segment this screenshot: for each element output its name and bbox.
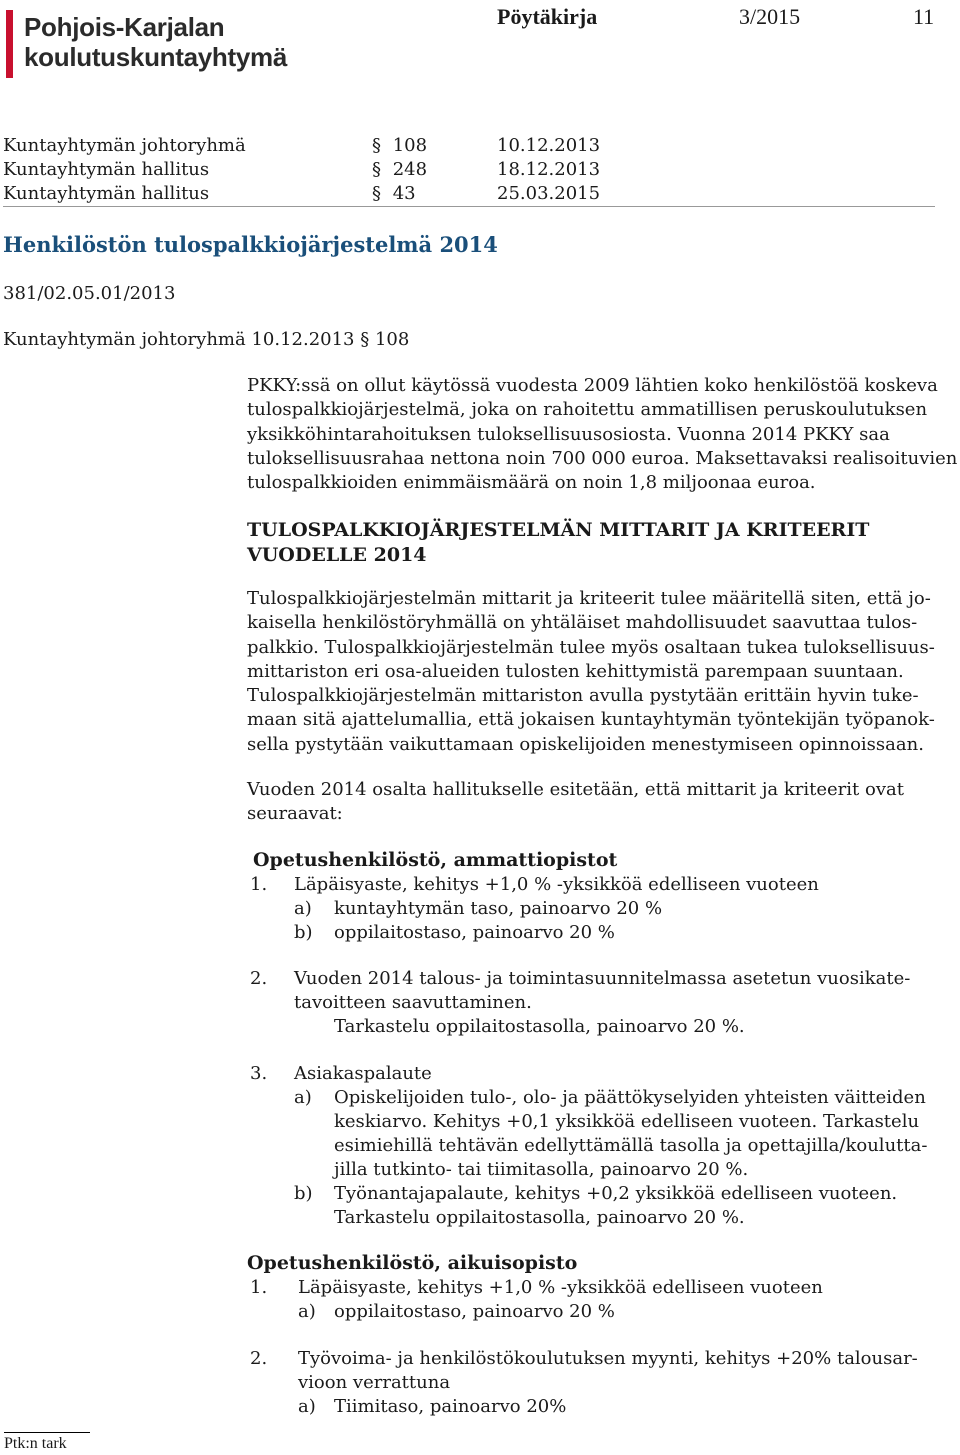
meeting-date: 25.03.2015 <box>497 183 601 204</box>
proposal-paragraph <box>247 778 957 827</box>
group-heading: Opetushenkilöstö, aikuisopisto <box>247 1252 578 1274</box>
list-item-text: Työvoima- ja henkilöstökoulutuksen myynti, kehitys +20% talousar- <box>298 1348 918 1369</box>
sub-item-text: oppilaitostaso, painoarvo 20 % <box>334 1301 615 1322</box>
criteria-heading <box>247 518 869 568</box>
paragraph-line: seuraavat: <box>247 803 343 825</box>
meeting-row <box>3 134 246 158</box>
list-number: 2. <box>250 968 268 989</box>
paragraph-line: Tulospalkkiojärjestelmän mittarit ja kriteerit tulee määritellä siten, että jo- <box>247 588 931 609</box>
paragraph-line: mittariston eri osa-alueiden tulosten kehittymistä parempaan suuntaan. <box>247 660 904 682</box>
meeting-reference: Kuntayhtymän johtoryhmä 10.12.2013 § 108 <box>3 329 410 350</box>
meeting-body: Kuntayhtymän hallitus <box>3 159 210 180</box>
page-number: 11 <box>913 4 935 29</box>
sub-label: a) <box>298 1396 316 1417</box>
logo-accent-bar <box>6 10 13 78</box>
page-title: Henkilöstön tulospalkkiojärjestelmä 2014 <box>3 232 498 257</box>
sub-item-text: keskiarvo. Kehitys +0,1 yksikköä edelliseen vuoteen. Tarkastelu <box>334 1111 920 1132</box>
doc-type: Pöytäkirja <box>497 4 598 29</box>
sub-label: a) <box>294 1087 312 1108</box>
paragraph-line: tulospalkkioiden enimmäismäärä on noin 1,8 miljoonaa euroa. <box>247 472 816 494</box>
list-number: 3. <box>250 1063 268 1084</box>
group-heading: Opetushenkilöstö, ammattiopistot <box>253 849 618 871</box>
list-number: 1. <box>250 1277 268 1298</box>
meeting-row <box>3 182 209 206</box>
meeting-body: Kuntayhtymän hallitus <box>3 183 210 204</box>
paragraph-line: Vuoden 2014 osalta hallitukselle esitetään, että mittarit ja kriteerit ovat <box>247 779 904 800</box>
meeting-date: 10.12.2013 <box>497 135 601 156</box>
paragraph-line: tulospalkkiojärjestelmä, joka on rahoitettu ammatillisen peruskoulutuksen <box>247 399 928 421</box>
list-item-note: Tarkastelu oppilaitostasolla, painoarvo 20 %. <box>334 1016 745 1037</box>
list-item-text: vioon verrattuna <box>298 1372 451 1393</box>
footer-note: Ptk:n tark <box>4 1435 67 1452</box>
paragraph-line: sella pystytään vaikuttamaan opiskelijoiden menestymiseen opinnoissaan. <box>247 733 924 755</box>
meeting-section <box>372 134 427 158</box>
doc-number: 3/2015 <box>739 4 801 29</box>
paragraph-line: kaisella henkilöstöryhmällä on yhtäläiset mahdollisuudet saavuttaa tulos- <box>247 612 918 634</box>
sub-label: a) <box>294 898 312 919</box>
paragraph-line: Tulospalkkiojärjestelmän mittariston avulla pystytään erittäin hyvin tuke- <box>247 685 919 707</box>
heading-line: VUODELLE 2014 <box>247 544 427 566</box>
sub-item-text: esimiehillä tehtävän edellyttämällä tasolla ja opettajilla/koulutta- <box>334 1135 928 1156</box>
intro-paragraph <box>247 374 957 495</box>
paragraph-line: maan sitä ajattelumallia, että jokaisen kuntayhtymän työntekijän työpanok- <box>247 709 935 731</box>
paragraph-line: yksikköhintarahoituksen tuloksellisuusosiosta. Vuonna 2014 PKKY saa <box>247 423 890 445</box>
list-number: 2. <box>250 1348 268 1369</box>
org-name-line2: koulutuskuntayhtymä <box>24 42 288 72</box>
sub-label: a) <box>298 1301 316 1322</box>
list-number: 1. <box>250 874 268 895</box>
sub-item-text: Tarkastelu oppilaitostasolla, painoarvo 20 %. <box>334 1207 745 1228</box>
meeting-date: 18.12.2013 <box>497 159 601 180</box>
section-symbol: § <box>372 135 381 156</box>
meeting-body: Kuntayhtymän johtoryhmä <box>3 135 246 156</box>
paragraph-line: tuloksellisuusrahaa nettona noin 700 000 euroa. Maksettavaksi realisoituvien <box>247 447 958 469</box>
sub-label: b) <box>294 1183 313 1204</box>
list-item-text: Vuoden 2014 talous- ja toimintasuunnitelmassa asetetun vuosikate- <box>294 968 911 989</box>
section-number: 108 <box>392 135 428 156</box>
criteria-paragraph <box>247 587 957 757</box>
list-item-text: Asiakaspalaute <box>294 1063 432 1084</box>
divider <box>3 206 935 207</box>
meeting-row <box>3 158 209 182</box>
section-symbol: § <box>372 159 381 180</box>
list-item-text: tavoitteen saavuttaminen. <box>294 992 532 1013</box>
section-number: 43 <box>392 183 416 204</box>
sub-item-text: Tiimitaso, painoarvo 20% <box>334 1396 567 1417</box>
sub-item-text: Opiskelijoiden tulo-, olo- ja päättökyselyiden yhteisten väitteiden <box>334 1087 926 1108</box>
section-number: 248 <box>392 159 428 180</box>
reference-number: 381/02.05.01/2013 <box>3 283 176 304</box>
sub-item-text: oppilaitostaso, painoarvo 20 % <box>334 922 615 943</box>
sub-item-text: jilla tutkinto- tai tiimitasolla, painoarvo 20 %. <box>334 1159 749 1180</box>
list-item-text: Läpäisyaste, kehitys +1,0 % -yksikköä edelliseen vuoteen <box>294 874 819 895</box>
meeting-section <box>372 158 427 182</box>
footer-divider <box>4 1432 90 1433</box>
meeting-section <box>372 182 416 206</box>
sub-label: b) <box>294 922 313 943</box>
list-item-text: Läpäisyaste, kehitys +1,0 % -yksikköä edelliseen vuoteen <box>298 1277 823 1298</box>
sub-item-text: kuntayhtymän taso, painoarvo 20 % <box>334 898 663 919</box>
paragraph-line: palkkio. Tulospalkkiojärjestelmän tulee myös osaltaan tukea tuloksellisuus- <box>247 636 935 658</box>
paragraph-line: PKKY:ssä on ollut käytössä vuodesta 2009 lähtien koko henkilöstöä koskeva <box>247 375 938 396</box>
sub-item-text: Työnantajapalaute, kehitys +0,2 yksikköä edelliseen vuoteen. <box>334 1183 898 1204</box>
heading-line: TULOSPALKKIOJÄRJESTELMÄN MITTARIT JA KRITEERIT <box>247 519 870 541</box>
section-symbol: § <box>372 183 381 204</box>
org-name-line1: Pohjois-Karjalan <box>24 12 225 42</box>
